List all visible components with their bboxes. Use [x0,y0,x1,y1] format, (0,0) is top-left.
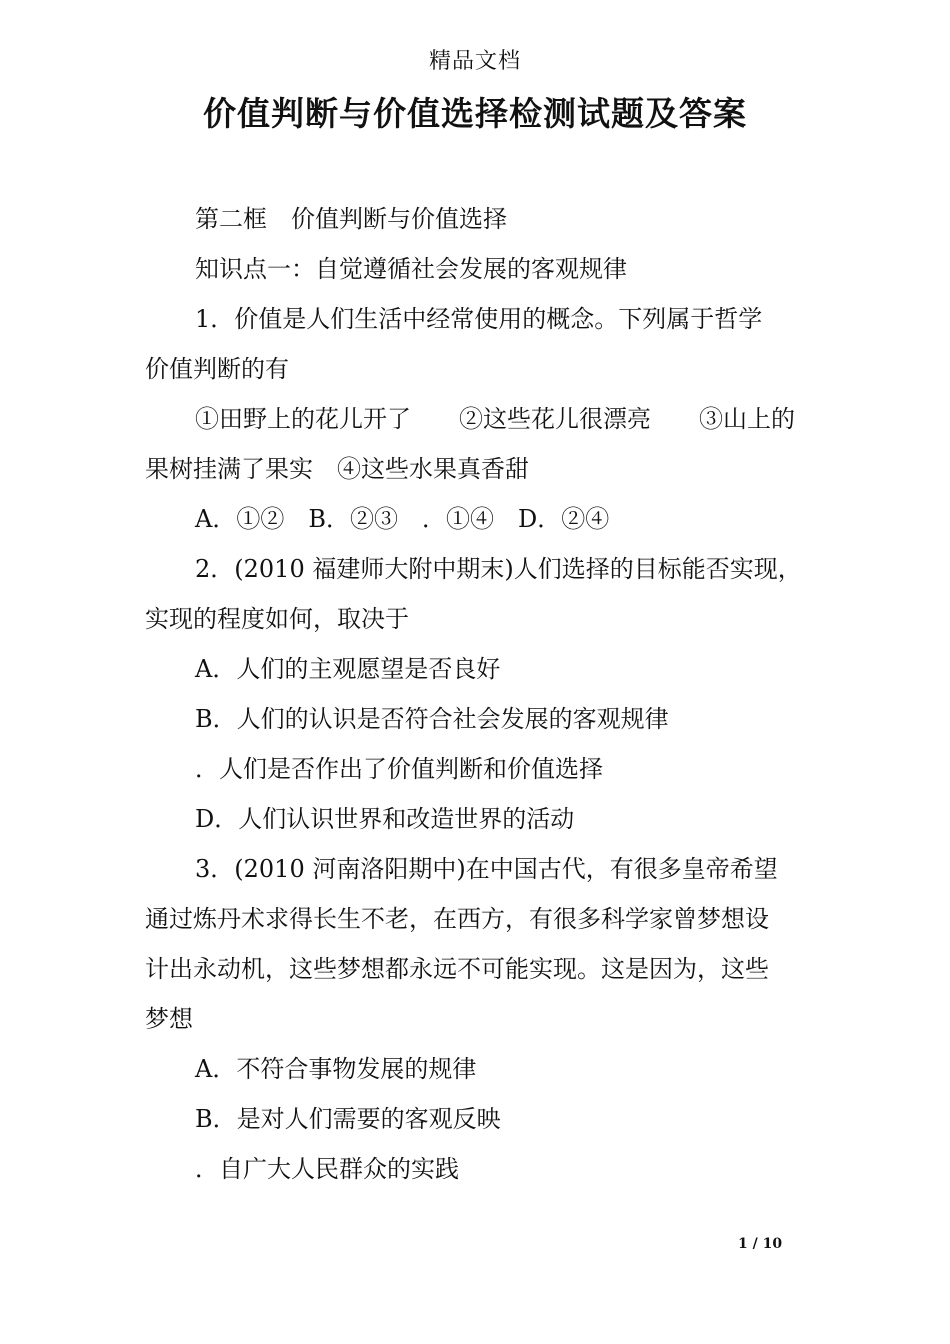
question-3-stem-continued-2: 计出永动机，这些梦想都永远不可能实现。这是因为，这些 [145,955,769,983]
header-label: 精品文档 [428,49,521,74]
knowledge-point-heading: 知识点一：自觉遵循社会发展的客观规律 [195,255,627,283]
question-2-option-d: D．人们认识世界和改造世界的活动 [195,805,575,833]
question-1-options: A．①② B．②③ ．①④ D．②④ [195,505,610,533]
page-number: 1 / 10 [738,1236,783,1252]
question-2-stem-continued: 实现的程度如何，取决于 [145,605,409,633]
question-2-stem: 2．(2010 福建师大附中期末)人们选择的目标能否实现， [195,555,802,583]
question-1-statements-continued: 果树挂满了果实 ④这些水果真香甜 [145,455,529,483]
document-body [145,194,810,1194]
question-2-option-b: B．人们的认识是否符合社会发展的客观规律 [195,705,669,733]
section-heading: 第二框 价值判断与价值选择 [195,205,507,233]
question-3-stem: 3．(2010 河南洛阳期中)在中国古代，有很多皇帝希望 [195,855,778,883]
question-1-stem: 1．价值是人们生活中经常使用的概念。下列属于哲学 [195,305,763,333]
question-3-stem-continued-3: 梦想 [145,1005,193,1033]
question-3-option-a: A．不符合事物发展的规律 [195,1055,477,1083]
question-2-option-c: ．人们是否作出了价值判断和价值选择 [195,755,603,783]
document-title: 价值判断与价值选择检测试题及答案 [203,94,747,133]
question-3-option-c: ．自广大人民群众的实践 [195,1155,459,1183]
question-1-statements: ①田野上的花儿开了 ②这些花儿很漂亮 ③山上的 [195,405,795,433]
question-3-stem-continued-1: 通过炼丹术求得长生不老，在西方，有很多科学家曾梦想设 [145,905,769,933]
question-3-option-b: B．是对人们需要的客观反映 [195,1105,501,1133]
question-2-option-a: A．人们的主观愿望是否良好 [195,655,501,683]
question-1-stem-continued: 价值判断的有 [145,355,289,383]
